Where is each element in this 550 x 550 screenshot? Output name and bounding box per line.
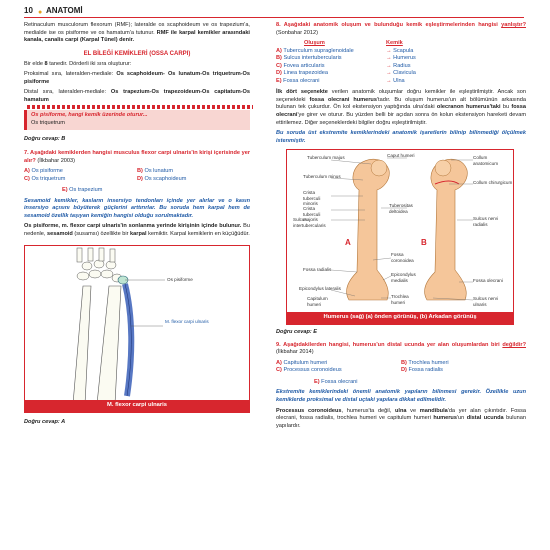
- q7-option-b[interactable]: B) Os lunatum: [137, 168, 174, 175]
- distal-row: Distal sıra, lateralden-mediale: Os trapezium-Os trapezoideum-Os capitatum-Os hamatum: [24, 89, 250, 103]
- highlight-stripe: [27, 105, 253, 109]
- label-crista-minus: Crista tuberculi minoris: [303, 190, 321, 207]
- fig-label-bone: Os pisiforme: [167, 276, 193, 282]
- label-sulcus-inter: Sulcus intertubercularis: [293, 217, 326, 228]
- q9-option-e[interactable]: E) Fossa olecrani: [314, 378, 358, 385]
- q7-options: [24, 168, 250, 183]
- highlight-answer: Os triquetrum: [31, 120, 65, 127]
- q9-explanation: Processus coronoideus, humerus'ta değil, ulna ve mandibula'da yer alan çıkıntıdır. Fossa olecrani, fossa radialis, trochlea humeri ve capitulum humeri humerus'un distal ucunda bulunan yapılardır.: [276, 407, 527, 429]
- carpal-count: Bir elde 8 tanedir. Dörderli iki sıra oluşturur:: [24, 60, 132, 67]
- answer-e: Doğru cevap: E: [276, 329, 318, 336]
- q7-title: 7. Aşağıdaki kemiklerden hangisi musculus flexor carpi ulnaris'in kirişi içerisinde yer alır? (İlkbahar 2003): [24, 150, 250, 164]
- label-trochlea: Trochlea humeri: [391, 294, 409, 305]
- label-sulcus-radialis: Sulcus nervi radialis: [473, 216, 499, 227]
- left-column: [24, 22, 250, 433]
- q8-explanation: İlk dört seçenekte verilen anatomik oluşumlar doğru kemikler ile eşleştirilmiştir. Ancak son seçenekteki fossa olecrani humerus'tadır. Bu oluşum humerus'un alt bölümünün arkasında bulunan tek çukurdur. Ön kol ekstensiyon yaptığında ulna'daki olecranon humerus'taki bu fossa olecrani'ye girer ve oturur. Bu yüzden belli bir açıdan sonra ön kolun ekstensiyon hareketi devam ettirilemez. Diğer seçeneklerdeki bilgiler doğru eşleştirilmiştir.: [276, 89, 527, 126]
- q8-option-c[interactable]: C) Fovea articularis → Radius: [276, 62, 411, 69]
- label-sulcus-ulnaris: Sulcus nervi ulnaris: [473, 296, 499, 307]
- label-fossa-coronoidea: Fossa coronoidea: [391, 252, 414, 263]
- chapter-title: ANATOMİ: [46, 6, 83, 15]
- q9-options: [276, 360, 526, 375]
- label-epicondylus-med: Epicondylus medialis: [391, 272, 416, 283]
- q9-option-c[interactable]: C) Processus coronoideus: [276, 367, 342, 374]
- q8-option-b[interactable]: B) Sulcus intertubercularis → Humerus: [276, 55, 416, 62]
- q7-option-e[interactable]: E) Os trapezium: [62, 187, 103, 194]
- proximal-row: Proksimal sıra, lateralden-mediale: Os scaphoideum- Os lunatum-Os triquetrum-Os pisiforme: [24, 71, 250, 85]
- section-title: EL BİLEĞİ KEMİKLERİ (OSSA CARPI): [83, 50, 191, 57]
- label-capitulum: Capitulum humeri: [307, 296, 328, 307]
- label-fossa-radialis: Fossa radialis: [303, 267, 332, 273]
- q9-option-a[interactable]: A) Capitulum humeri: [276, 359, 328, 366]
- q9-title: 9. Aşağıdakilerden hangisi, humerus'un distal ucunda yer alan oluşumlardan biri değildir? (İlkbahar 2014): [276, 341, 526, 356]
- highlight-box: [24, 110, 250, 129]
- label-collum-anatomicum: Collum anatomicum: [473, 155, 499, 166]
- label-tuberculum-majus: Tuberculum majus: [307, 155, 345, 161]
- label-crista-majus: Crista tuberculi majoris: [303, 206, 321, 223]
- match-head-row: Oluşum Kemik: [304, 40, 403, 47]
- q7-option-d[interactable]: D) Os scaphoideum: [137, 175, 187, 182]
- answer-a: Doğru cevap: A: [24, 418, 66, 425]
- right-column: [276, 22, 526, 433]
- label-view-b: B: [421, 238, 427, 248]
- label-collum-chirurgicum: Collum chirurgicum: [473, 180, 513, 186]
- humerus-figure: [286, 149, 514, 325]
- page-header: [24, 6, 524, 18]
- q8-title: 8. Aşağıdaki anatomik oluşum ve bulunduğu kemik eşleştirmelerinden hangisi yanlıştır? (Sonbahar 2012): [276, 22, 526, 36]
- page-number: 10: [24, 6, 33, 15]
- fcu-figure: [24, 245, 250, 413]
- label-caput-humeri: Caput humeri: [387, 153, 415, 159]
- fig-caption-right: Humerus (sağ) (a) önden görünüş, (b) Arkadan görünüş: [287, 312, 513, 324]
- q7-explanation: Os pisiforme, m. flexor carpi ulnaris'in sonlanma yerinde kirişinin içinde bulunur. Bu nedenle, sesamoid (susamsı) özellikte bir karpal kemiktir. Karpal kemiklerin en küçüğüdür.: [24, 223, 250, 238]
- answer-b: Doğru cevap: B: [24, 135, 66, 142]
- q8-option-a[interactable]: A) Tuberculum supraglenoidale → Scapula: [276, 47, 414, 54]
- q8-note: Bu soruda üst ekstremite kemiklerindeki anatomik işaretlerin bilinip bilinmediği ölçülmek istenmiştir.: [276, 130, 526, 144]
- highlight-question: Os pisiforme, hangi kemik üzerinde oturur...: [31, 112, 148, 119]
- label-fossa-olecrani: Fossa olecrani: [473, 278, 503, 284]
- q8-option-e[interactable]: E) Fossa olecrani → Ulna: [276, 77, 405, 84]
- label-tuberositas: Tuberositas deltoidea: [389, 203, 413, 214]
- q9-note: Ekstremite kemiklerindeki önemli anatomik yapıların bilinmesi gerekir. Özellikle uzun kemiklerde proksimal ve distal uçtaki yapılara dikkat edilmelidir.: [276, 389, 526, 404]
- label-tuberculum-minus: Tuberculum minus: [303, 174, 341, 180]
- q8-match-table: [276, 40, 526, 85]
- q7-option-a[interactable]: A) Os pisiforme: [24, 168, 63, 175]
- fig-label-muscle: M. flexor carpi ulnaris: [165, 318, 209, 324]
- q7-option-c[interactable]: C) Os triquetrum: [24, 175, 66, 182]
- q9-option-d[interactable]: D) Fossa radialis: [401, 367, 443, 374]
- forearm-illustration: [25, 246, 251, 414]
- label-view-a: A: [345, 238, 351, 248]
- label-epicondylus-lat: Epicondylus lateralis: [299, 286, 341, 292]
- q8-option-d[interactable]: D) Linea trapezoidea → Clavicula: [276, 70, 416, 77]
- q9-option-b[interactable]: B) Trochlea humeri: [401, 359, 449, 366]
- q7-note: Sesamoid kemikler, kasların insersiyo tendonları içinde yer alırlar ve o kasın insersiyo açısını büyüterek güçlerini arttırırlar. Bu soruda hem karpal hem de sesamoid özellik taşıyan kemiğin hangisi olduğu sorulmaktadır.: [24, 197, 250, 219]
- header-dot-icon: ●: [38, 9, 43, 16]
- intro-paragraph: Retinaculum musculorum flexorum (RMF); lateralde os scaphoideum ve os trapezium'a, medialde ise os pisiforme ve os hamatum'a tutunur. RMF ile karpal kemikler arasındaki kanala, canalis carpi (Karpal Tünel) denir.: [24, 22, 250, 44]
- fig-caption-left: M. flexor carpi ulnaris: [25, 400, 249, 412]
